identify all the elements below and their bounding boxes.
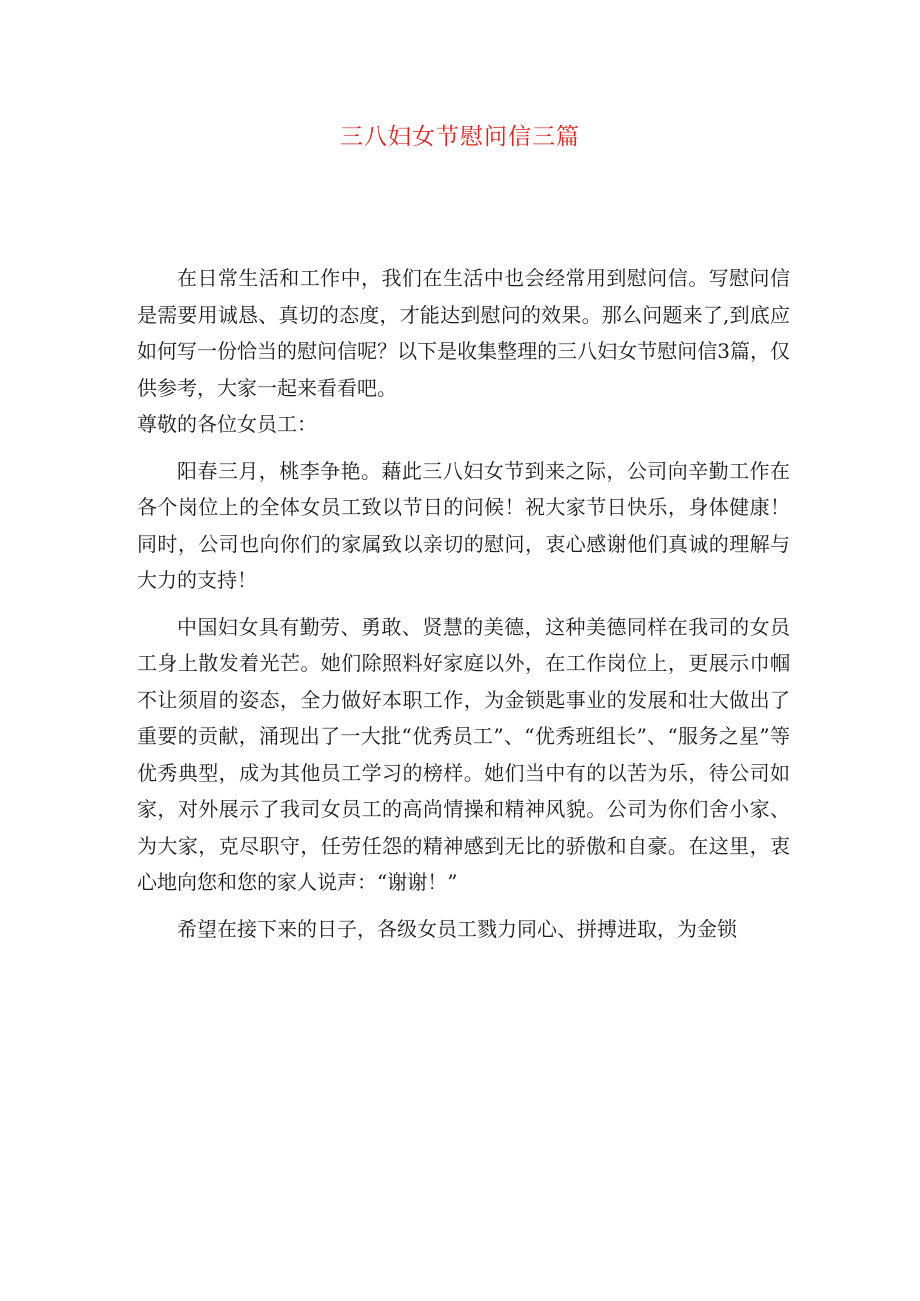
body-paragraph-1: 阳春三月，桃李争艳。藉此三八妇女节到来之际，公司向辛勤工作在各个岗位上的全体女员工致以节日的问候！祝大家节日快乐，身体健康！同时，公司也向你们的家属致以亲切的慰问，衷心感谢他们真诚的理解与大力的支持！ xyxy=(137,458,790,592)
document-body xyxy=(137,260,790,957)
salutation: 尊敬的各位女员工： xyxy=(137,412,317,436)
body-paragraph-3: 希望在接下来的日子，各级女员工戮力同心、拼搏进取，为金锁 xyxy=(177,916,737,941)
body-paragraph-2: 中国妇女具有勤劳、勇敢、贤慧的美德，这种美德同样在我司的女员工身上散发着光芒。她们除照料好家庭以外，在工作岗位上，更展示巾帼不让须眉的姿态，全力做好本职工作，为金锁匙事业的发展和壮大做出了重要的贡献，涌现出了一大批“优秀员工”、“优秀班组长”、“服务之星”等优秀典型，成为其他员工学习的榜样。她们当中有的以苦为乐，待公司如家，对外展示了我司女员工的高尚情操和精神风貌。公司为你们舍小家、为大家，克尽职守，任劳任怨的精神感到无比的骄傲和自豪。在这里，衷心地向您和您的家人说声：“谢谢！” xyxy=(137,614,790,894)
document-title: 三八妇女节慰问信三篇 xyxy=(340,124,580,150)
intro-paragraph: 在日常生活和工作中，我们在生活中也会经常用到慰问信。写慰问信是需要用诚恳、真切的态度，才能达到慰问的效果。那么问题来了,到底应如何写一份恰当的慰问信呢？以下是收集整理的三八妇女节慰问信3篇，仅供参考，大家一起来看看吧。 xyxy=(137,266,790,400)
